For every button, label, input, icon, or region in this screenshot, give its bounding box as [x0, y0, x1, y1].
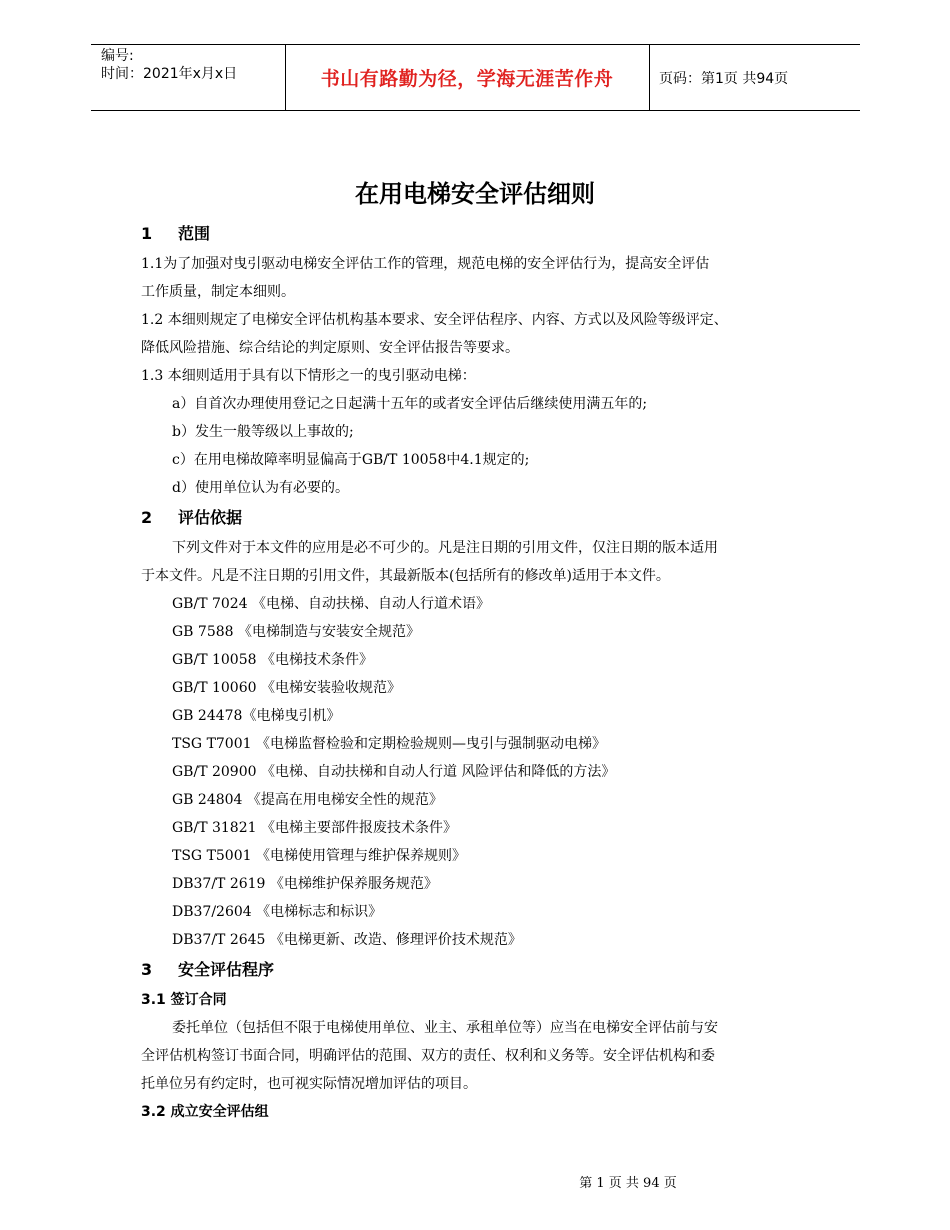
list-item: a）自首次办理使用登记之日起满十五年的或者安全评估后继续使用满五年的; — [172, 396, 648, 412]
section-title: 评估依据 — [178, 508, 243, 527]
header-divider-2 — [649, 44, 650, 110]
reference-item: TSG T5001 《电梯使用管理与维护保养规则》 — [172, 848, 466, 864]
paragraph-line: 下列文件对于本文件的应用是必不可少的。凡是注日期的引用文件，仅注日期的版本适用 — [172, 540, 718, 556]
time-line: 时间：2021年x月x日 — [101, 66, 238, 82]
section-number: 1 — [141, 224, 153, 243]
paragraph-line: 于本文件。凡是不注日期的引用文件，其最新版本(包括所有的修改单)适用于本文件。 — [141, 568, 670, 584]
reference-item: GB/T 20900 《电梯、自动扶梯和自动人行道 风险评估和降低的方法》 — [172, 764, 616, 780]
section-title: 范围 — [178, 224, 211, 243]
serial-label: 编号: — [101, 48, 134, 64]
page-footer: 第 1 页 共 94 页 — [579, 1176, 677, 1191]
paragraph-line: 委托单位（包括但不限于电梯使用单位、业主、承租单位等）应当在电梯安全评估前与安 — [172, 1020, 718, 1036]
paragraph-line: 降低风险措施、综合结论的判定原则、安全评估报告等要求。 — [141, 340, 519, 356]
section-3-heading — [141, 957, 274, 980]
reference-item: GB 7588 《电梯制造与安装安全规范》 — [172, 624, 421, 640]
reference-item: DB37/T 2645 《电梯更新、改造、修理评价技术规范》 — [172, 932, 522, 948]
section-title: 安全评估程序 — [178, 960, 275, 979]
reference-item: DB37/T 2619 《电梯维护保养服务规范》 — [172, 876, 438, 892]
reference-item: GB 24478《电梯曳引机》 — [172, 708, 341, 724]
header-page-info: 页码：第1页 共94页 — [659, 71, 789, 87]
subsection-heading: 3.2 成立安全评估组 — [141, 1104, 269, 1120]
list-item: b）发生一般等级以上事故的; — [172, 424, 354, 440]
header-motto: 书山有路勤为径，学海无涯苦作舟 — [320, 68, 614, 90]
list-item: c）在用电梯故障率明显偏高于GB/T 10058中4.1规定的; — [172, 452, 530, 468]
reference-item: GB/T 7024 《电梯、自动扶梯、自动人行道术语》 — [172, 596, 491, 612]
paragraph-line: 1.1为了加强对曳引驱动电梯安全评估工作的管理，规范电梯的安全评估行为，提高安全评估 — [141, 256, 710, 272]
section-2-heading — [141, 505, 242, 528]
reference-item: GB/T 10058 《电梯技术条件》 — [172, 652, 373, 668]
section-number: 2 — [141, 508, 153, 527]
document-title: 在用电梯安全评估细则 — [355, 180, 595, 208]
header-meta — [101, 47, 237, 83]
paragraph-line: 工作质量，制定本细则。 — [141, 284, 295, 300]
list-item: d）使用单位认为有必要的。 — [172, 480, 349, 496]
paragraph-line: 托单位另有约定时，也可视实际情况增加评估的项目。 — [141, 1076, 477, 1092]
reference-item: GB/T 10060 《电梯安装验收规范》 — [172, 680, 401, 696]
section-number: 3 — [141, 960, 153, 979]
paragraph-line: 1.3 本细则适用于具有以下情形之一的曳引驱动电梯： — [141, 368, 476, 384]
reference-item: GB 24804 《提高在用电梯安全性的规范》 — [172, 792, 443, 808]
header-bottom-rule — [91, 110, 860, 111]
header-top-rule — [91, 44, 860, 45]
section-1-heading — [141, 221, 210, 244]
reference-item: GB/T 31821 《电梯主要部件报废技术条件》 — [172, 820, 457, 836]
reference-item: DB37/2604 《电梯标志和标识》 — [172, 904, 383, 920]
reference-item: TSG T7001 《电梯监督检验和定期检验规则—曳引与强制驱动电梯》 — [172, 736, 606, 752]
subsection-heading: 3.1 签订合同 — [141, 992, 227, 1008]
paragraph-line: 1.2 本细则规定了电梯安全评估机构基本要求、安全评估程序、内容、方式以及风险等级评定、 — [141, 312, 728, 328]
paragraph-line: 全评估机构签订书面合同，明确评估的范围、双方的责任、权利和义务等。安全评估机构和委 — [141, 1048, 715, 1064]
